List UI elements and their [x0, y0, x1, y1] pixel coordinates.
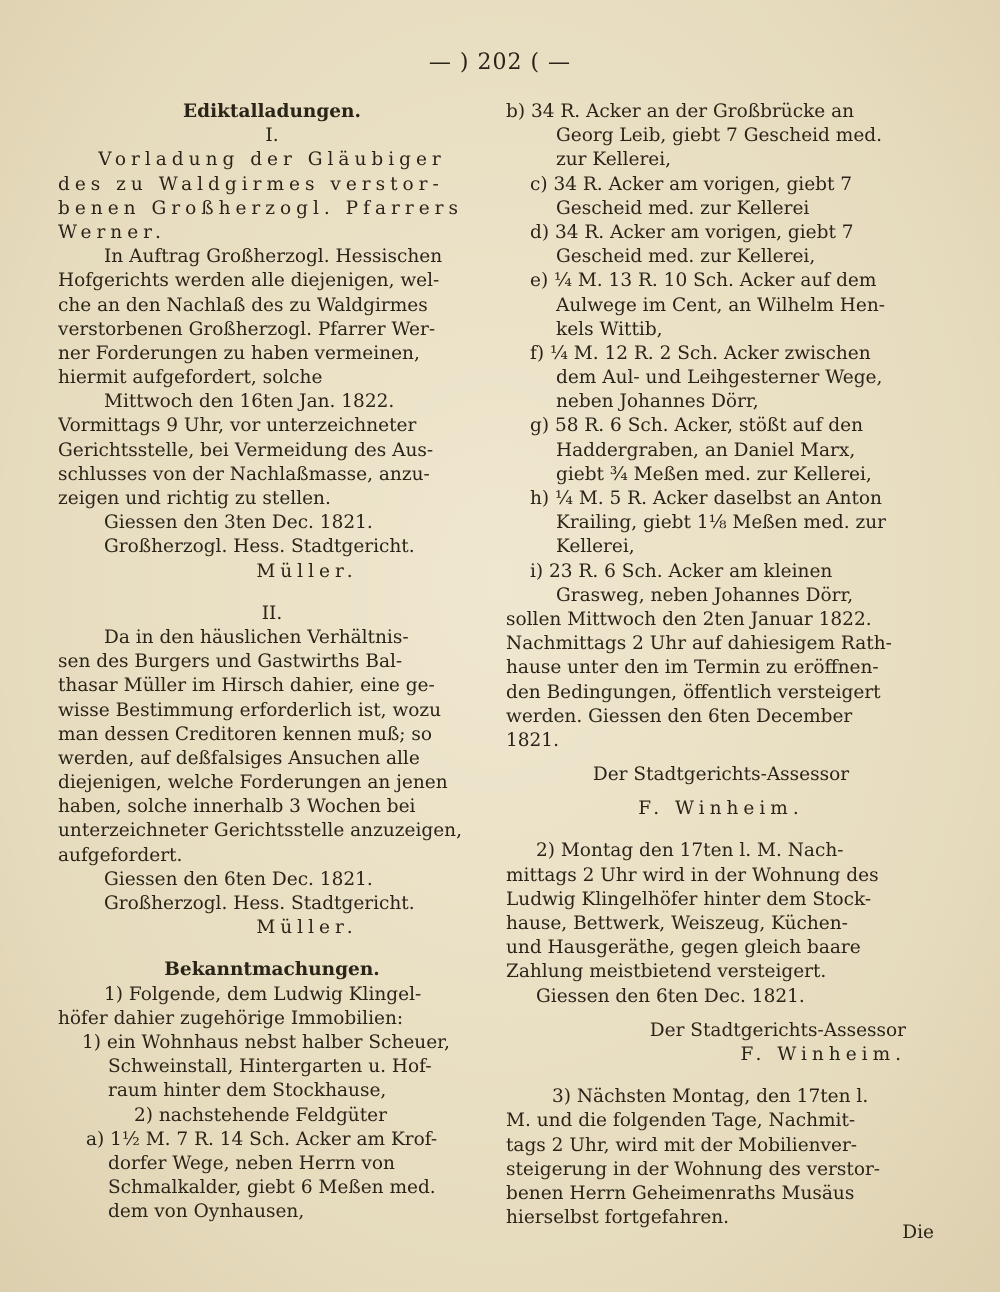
text-line: Da in den häuslichen Verhältnis-: [104, 626, 409, 648]
catchword: Die: [902, 1222, 934, 1243]
text-line: M. und die folgenden Tage, Nachmit-: [506, 1110, 856, 1132]
text-line: raum hinter dem Stockhause,: [108, 1080, 387, 1102]
text-line: hiermit aufgefordert, solche: [58, 367, 323, 389]
text-line: Mittwoch den 16ten Jan. 1822.: [104, 391, 395, 413]
text-line: c) 34 R. Acker am vorigen, giebt 7: [530, 173, 853, 195]
text-line: des zu Waldgirmes verstor-: [58, 173, 444, 195]
text-line: Schmalkalder, giebt 6 Meßen med.: [108, 1177, 436, 1199]
text-line: Krailing, giebt 1⅛ Meßen med. zur: [556, 512, 887, 534]
text-line: giebt ¾ Meßen med. zur Kellerei,: [556, 463, 872, 485]
signature-title: Der Stadtgerichts-Assessor: [592, 764, 850, 786]
text-line: Nachmittags 2 Uhr auf dahiesigem Rath-: [506, 633, 892, 655]
text-line: Haddergraben, an Daniel Marx,: [556, 439, 856, 461]
signature-name: Müller.: [256, 560, 358, 582]
text-line: steigerung in der Wohnung des verstor-: [506, 1158, 881, 1180]
text-line: Giessen den 6ten Dec. 1821.: [104, 868, 373, 890]
signature-name: F. Winheim.: [638, 798, 804, 820]
signature-name: Müller.: [256, 917, 358, 939]
text-line: unterzeichneter Gerichtsstelle anzuzeigen,: [58, 820, 462, 842]
text-line: 1821.: [506, 729, 559, 751]
text-line: diejenigen, welche Forderungen an jenen: [58, 772, 448, 794]
signature-title: Der Stadtgerichts-Assessor: [649, 1019, 906, 1041]
text-line: 2) nachstehende Feldgüter: [134, 1104, 387, 1126]
text-line: b) 34 R. Acker an der Großbrücke an: [506, 101, 855, 122]
signature-court: Großherzogl. Hess. Stadtgericht.: [104, 893, 415, 914]
section-title-bekanntmachungen: Bekanntmachungen.: [164, 959, 380, 981]
text-line: d) 34 R. Acker am vorigen, giebt 7: [530, 221, 854, 243]
announcement-1-continued: [506, 100, 936, 753]
text-line: a) 1½ M. 7 R. 14 Sch. Acker am Krof-: [86, 1128, 438, 1150]
text-line: 2) Montag den 17ten l. M. Nach-: [536, 840, 844, 862]
left-column: [58, 100, 486, 1224]
text-line: dem Aul- und Leihgesterner Wege,: [556, 367, 883, 389]
text-line: ner Forderungen zu haben vermeinen,: [58, 342, 420, 364]
text-line: f) ¼ M. 12 R. 2 Sch. Acker zwischen: [530, 342, 871, 364]
text-line: Zahlung meistbietend versteigert.: [506, 961, 827, 983]
text-line: dem von Oynhausen,: [108, 1201, 305, 1223]
text-line: und Hausgeräthe, gegen gleich baare: [506, 937, 861, 959]
text-line: schlusses von der Nachlaßmasse, anzu-: [58, 463, 430, 485]
text-line: Giessen den 3ten Dec. 1821.: [104, 512, 373, 534]
text-line: 1) ein Wohnhaus nebst halber Scheuer,: [82, 1031, 450, 1053]
text-line: sollen Mittwoch den 2ten Januar 1822.: [506, 608, 872, 630]
notice-number-1: I.: [265, 125, 279, 147]
text-line: Vormittags 9 Uhr, vor unterzeichneter: [58, 415, 417, 437]
text-line: Werner.: [58, 221, 166, 243]
section-title-ediktalladungen: Ediktalladungen.: [183, 101, 361, 122]
text-line: 1) Folgende, dem Ludwig Klingel-: [104, 983, 422, 1005]
page-number: — ) 202 ( —: [428, 50, 572, 75]
text-line: Gescheid med. zur Kellerei: [556, 197, 810, 219]
text-line: 3) Nächsten Montag, den 17ten l.: [552, 1086, 869, 1108]
text-line: i) 23 R. 6 Sch. Acker am kleinen: [530, 560, 833, 582]
text-line: verstorbenen Großherzogl. Pfarrer Wer-: [58, 318, 436, 340]
text-line: hierselbst fortgefahren.: [506, 1207, 730, 1229]
text-line: hause, Bettwerk, Weiszeug, Küchen-: [506, 913, 848, 934]
text-line: hause unter den im Termin zu eröffnen-: [506, 657, 879, 679]
text-line: wisse Bestimmung erforderlich ist, wozu: [58, 699, 442, 721]
text-line: Vorladung der Gläubiger: [98, 149, 446, 171]
text-line: aufgefordert.: [58, 844, 183, 866]
announcement-1-body: [58, 983, 486, 1225]
text-line: Hofgerichts werden alle diejenigen, wel-: [58, 270, 440, 292]
text-line: zeigen und richtig zu stellen.: [58, 488, 331, 509]
text-line: benen Großherzogl. Pfarrers: [58, 197, 463, 219]
text-line: In Auftrag Großherzogl. Hessischen: [104, 246, 443, 268]
text-line: h) ¼ M. 5 R. Acker daselbst an Anton: [530, 488, 882, 509]
text-line: Gerichtsstelle, bei Vermeidung des Aus-: [58, 439, 434, 461]
text-line: werden. Giessen den 6ten December: [506, 705, 853, 727]
signature-court: Großherzogl. Hess. Stadtgericht.: [104, 536, 415, 558]
text-line: werden, auf deßfalsiges Ansuchen alle: [58, 747, 420, 769]
text-line: benen Herrn Geheimenraths Musäus: [506, 1182, 855, 1204]
text-line: thasar Müller im Hirsch dahier, eine ge-: [58, 675, 435, 697]
text-line: kels Wittib,: [556, 318, 663, 340]
text-line: man dessen Creditoren kennen muß; so: [58, 723, 433, 745]
text-line: e) ¼ M. 13 R. 10 Sch. Acker auf dem: [530, 270, 877, 292]
text-line: Gescheid med. zur Kellerei,: [556, 246, 816, 268]
text-line: höfer dahier zugehörige Immobilien:: [58, 1007, 404, 1029]
announcement-3-body: [506, 1085, 936, 1230]
text-line: den Bedingungen, öffentlich versteigert: [506, 681, 881, 703]
right-column: [506, 100, 936, 1230]
text-line: sen des Burgers und Gastwirths Bal-: [58, 651, 403, 673]
text-line: dorfer Wege, neben Herrn von: [108, 1152, 395, 1174]
notice-number-2: II.: [261, 602, 283, 624]
text-line: Georg Leib, giebt 7 Gescheid med.: [556, 125, 882, 147]
notice-1-body: [58, 148, 486, 535]
signature-name: F. Winheim.: [740, 1043, 906, 1065]
text-line: Ludwig Klingelhöfer hinter dem Stock-: [506, 888, 872, 910]
text-line: che an den Nachlaß des zu Waldgirmes: [58, 294, 428, 316]
text-line: Giessen den 6ten Dec. 1821.: [536, 985, 805, 1007]
text-line: zur Kellerei,: [556, 149, 672, 171]
text-line: Aulwege im Cent, an Wilhelm Hen-: [556, 294, 885, 316]
text-line: Schweinstall, Hintergarten u. Hof-: [108, 1056, 432, 1078]
announcement-2-body: [506, 839, 936, 1008]
notice-2-body: [58, 626, 486, 892]
text-line: haben, solche innerhalb 3 Wochen bei: [58, 796, 416, 818]
text-line: mittags 2 Uhr wird in der Wohnung des: [506, 864, 879, 886]
text-line: tags 2 Uhr, wird mit der Mobilienver-: [506, 1134, 858, 1156]
text-line: g) 58 R. 6 Sch. Acker, stößt auf den: [530, 415, 863, 437]
text-line: neben Johannes Dörr,: [556, 391, 759, 413]
text-line: Kellerei,: [556, 536, 635, 558]
text-line: Grasweg, neben Johannes Dörr,: [556, 584, 854, 606]
